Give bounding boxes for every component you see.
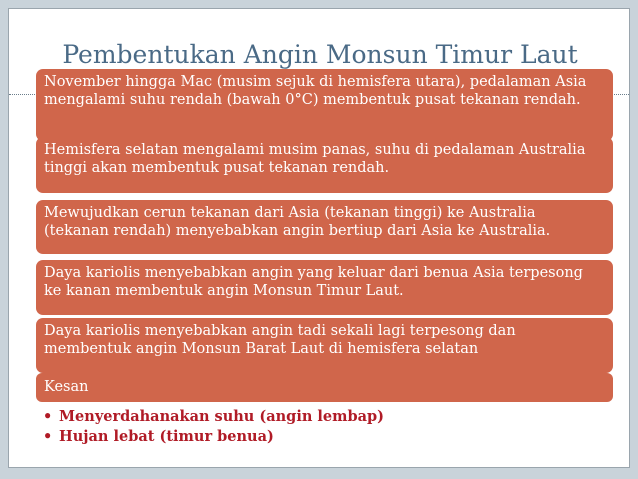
- text-block-4: Daya kariolis menyebabkan angin yang keluar dari benua Asia terpesong ke kanan membentuk angin Monsun Timur Laut.: [36, 260, 613, 315]
- text-block-5: Daya kariolis menyebabkan angin tadi sekali lagi terpesong dan membentuk angin Monsun Barat Laut di hemisfera selatan: [36, 318, 613, 373]
- effect-label: Hujan lebat (timur benua): [59, 428, 274, 445]
- effects-list: [41, 407, 384, 447]
- text-block-kesan: Kesan: [36, 373, 613, 402]
- bullet-icon: •: [43, 408, 53, 425]
- effects-list-item: [41, 407, 384, 427]
- text-block-2: Hemisfera selatan mengalami musim panas, suhu di pedalaman Australia tinggi akan membentuk pusat tekanan rendah.: [36, 137, 613, 193]
- effect-label: Menyerdahanakan suhu (angin lembap): [59, 408, 385, 425]
- text-block-1: November hingga Mac (musim sejuk di hemisfera utara), pedalaman Asia mengalami suhu rendah (bawah 0°C) membentuk pusat tekanan rendah.: [36, 69, 613, 141]
- slide-title: Pembentukan Angin Monsun Timur Laut: [62, 40, 578, 69]
- effects-list-item: [41, 427, 384, 447]
- bullet-icon: •: [43, 428, 53, 445]
- slide: [8, 8, 630, 468]
- text-block-3: Mewujudkan cerun tekanan dari Asia (tekanan tinggi) ke Australia (tekanan rendah) menyebabkan angin bertiup dari Asia ke Australia.: [36, 200, 613, 254]
